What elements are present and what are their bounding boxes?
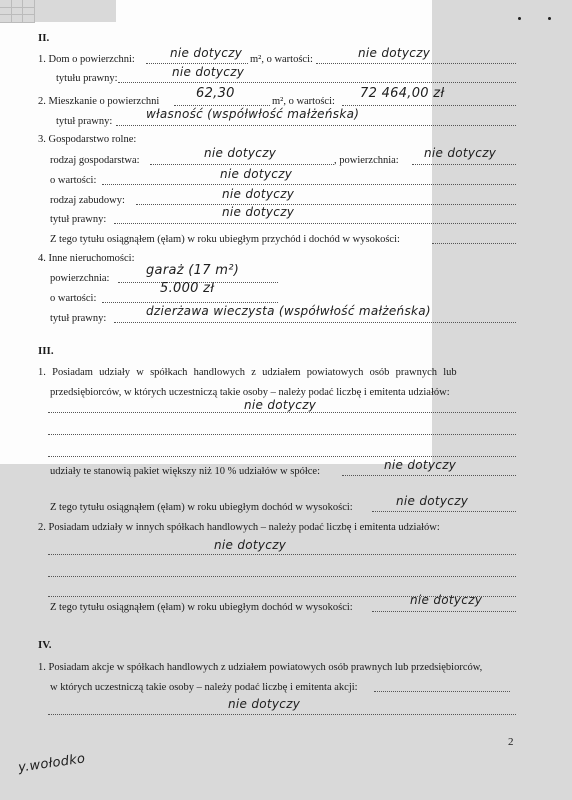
scan-mark-dot	[548, 17, 551, 20]
other-shares-income-value: nie dotyczy	[410, 593, 483, 607]
shares-para-line1: 1. Posiadam udziały w spółkach handlowych z udziałem powiatowych osób prawnych lub	[38, 367, 457, 378]
flat-area-label: 2. Mieszkanie o powierzchni	[38, 96, 160, 107]
other-area-value: garaż (17 m²)	[146, 263, 240, 278]
other-shares-line1: 2. Posiadam udziały w innych spółkach handlowych – należy podać liczbę i emitenta udziałów:	[38, 522, 440, 533]
dotted-line	[48, 446, 516, 457]
stocks-para-line1: 1. Posiadam akcje w spółkach handlowych z udziałem powiatowych osób prawnych lub przedsiębiorców,	[38, 662, 483, 673]
shares-para-line2: przedsiębiorców, w których uczestniczą takie osoby – należy podać liczbę i emitenta udziałów:	[50, 387, 450, 398]
shares-package-value: nie dotyczy	[384, 458, 457, 472]
shares-income-value: nie dotyczy	[396, 494, 469, 508]
flat-title-value: własność (współwłość małżeńska)	[146, 107, 360, 121]
farm-type-value: nie dotyczy	[204, 146, 277, 160]
other-title-value: dzierżawa wieczysta (współwłość małżeńska)	[146, 304, 431, 318]
other-shares-income-label: Z tego tytułu osiągnąłem (ęłam) w roku ubiegłym dochód w wysokości:	[50, 602, 353, 613]
dotted-line	[48, 566, 516, 577]
shares-value: nie dotyczy	[244, 398, 317, 412]
farm-income-label: Z tego tytułu osiągnąłem (ęłam) w roku ubiegłym przychód i dochód w wysokości:	[50, 234, 400, 245]
farm-buildings-value: nie dotyczy	[222, 187, 295, 201]
flat-value: 72 464,00 zł	[360, 86, 445, 101]
scan-grid-corner	[0, 0, 35, 23]
stocks-value: nie dotyczy	[228, 697, 301, 711]
farm-buildings-label: rodzaj zabudowy:	[50, 195, 125, 206]
farm-title-value: nie dotyczy	[222, 205, 295, 219]
farm-value-label: o wartości:	[50, 175, 97, 186]
dotted-line	[102, 174, 516, 185]
other-title-label: tytuł prawny:	[50, 313, 107, 324]
page-white-area-top	[116, 0, 432, 22]
flat-area-value: 62,30	[196, 86, 235, 101]
farm-label: 3. Gospodarstwo rolne:	[38, 134, 137, 145]
dotted-line	[136, 194, 516, 205]
other-value: 5.000 zł	[160, 281, 215, 296]
page-number: 2	[508, 736, 514, 748]
other-property-label: 4. Inne nieruchomości:	[38, 253, 135, 264]
stocks-para-line2: w których uczestniczą takie osoby – należy podać liczbę i emitenta akcji:	[50, 682, 358, 693]
section-iv-heading: IV.	[38, 639, 52, 651]
dotted-line	[374, 681, 510, 692]
other-area-label: powierzchnia:	[50, 273, 110, 284]
shares-package-label: udziały te stanowią pakiet większy niż 10 % udziałów w spółce:	[50, 466, 321, 477]
farm-area-label: , powierzchnia:	[334, 155, 399, 166]
section-ii-heading: II.	[38, 32, 50, 44]
signature: y.wołodko	[17, 751, 87, 776]
farm-type-label: rodzaj gospodarstwa:	[50, 155, 140, 166]
farm-value: nie dotyczy	[220, 167, 293, 181]
house-title-value: nie dotyczy	[172, 65, 245, 79]
dotted-line	[114, 213, 516, 224]
other-shares-value: nie dotyczy	[214, 538, 287, 552]
dotted-line	[48, 424, 516, 435]
shares-income-label: Z tego tytułu osiągnąłem (ęłam) w roku ubiegłym dochód w wysokości:	[50, 502, 353, 513]
house-title-label: tytułu prawny:	[56, 73, 118, 84]
house-area-value: nie dotyczy	[170, 46, 243, 60]
farm-title-label: tytuł prawny:	[50, 214, 107, 225]
dotted-line	[432, 233, 516, 244]
section-iii-heading: III.	[38, 345, 54, 357]
house-unit-label: m², o wartości:	[250, 54, 313, 65]
flat-title-label: tytuł prawny:	[56, 116, 113, 127]
farm-area-value: nie dotyczy	[424, 146, 497, 160]
house-area-label: 1. Dom o powierzchni:	[38, 54, 135, 65]
flat-unit-label: m², o wartości:	[272, 96, 335, 107]
other-value-label: o wartości:	[50, 293, 97, 304]
scan-mark-dot	[518, 17, 521, 20]
house-value: nie dotyczy	[358, 46, 431, 60]
